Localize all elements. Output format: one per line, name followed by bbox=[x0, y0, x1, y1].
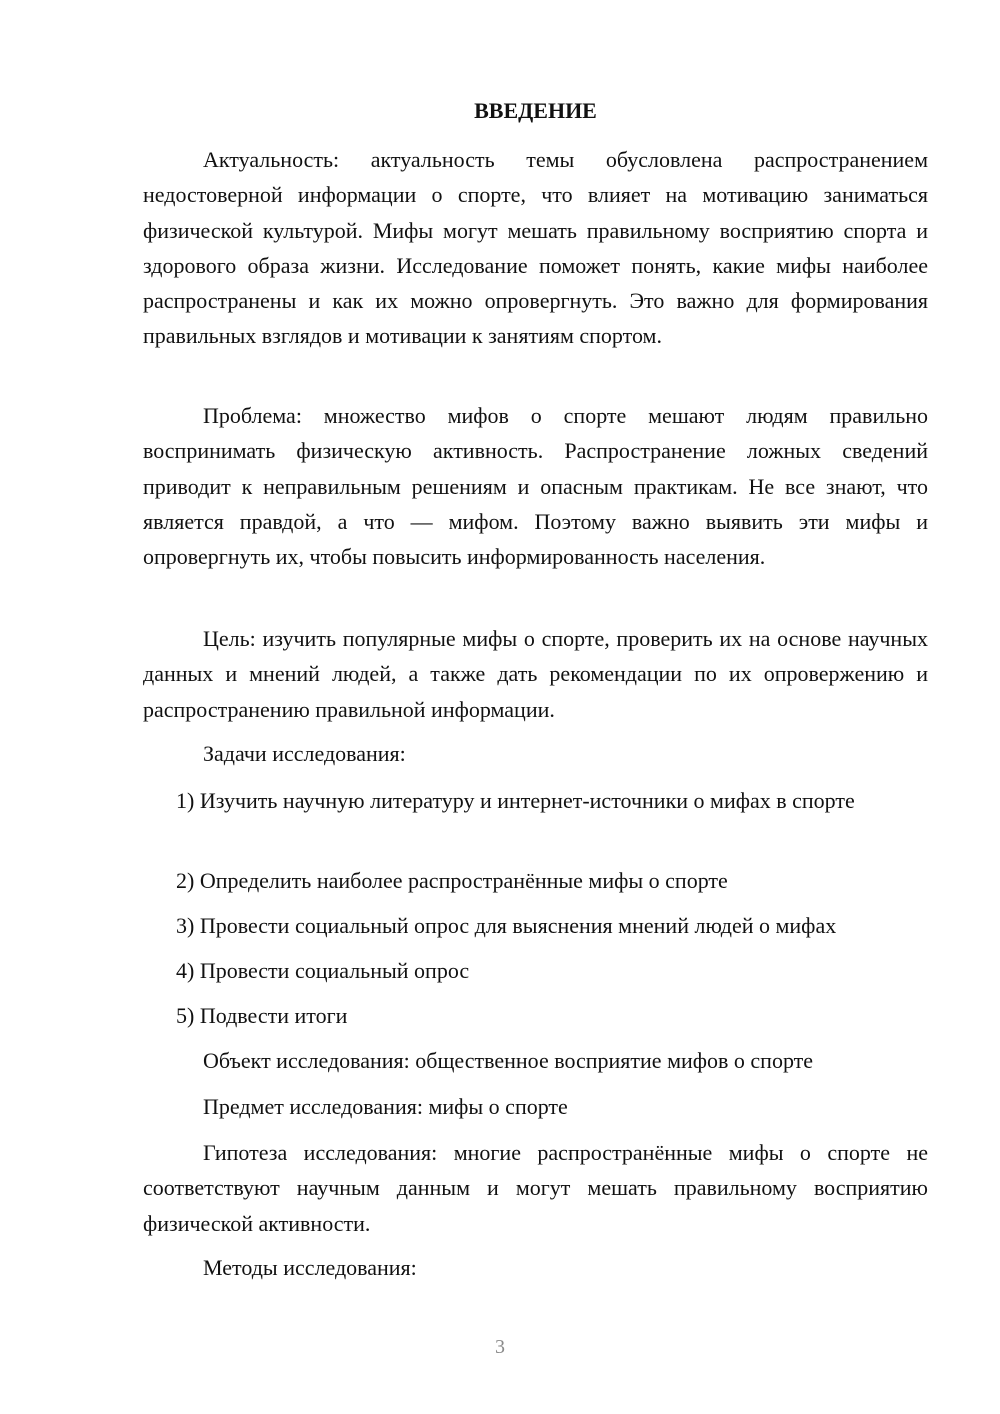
task-item-4: 4) Провести социальный опрос bbox=[176, 958, 470, 983]
task-item-2: 2) Определить наиболее распространённые мифы о спорте bbox=[176, 868, 728, 893]
task-item-1: 1) Изучить научную литературу и интернет-источники о мифах в спорте bbox=[176, 788, 855, 813]
task-item-5: 5) Подвести итоги bbox=[176, 1003, 348, 1028]
paragraph-relevance: Актуальность: актуальность темы обусловлена распространением недостоверной информации о спорте, что влияет на мотивацию заниматься физической культурой. Мифы могут мешать правильному восприятию спорта и здорового образа жизни. Исследование поможет понять, какие мифы наиболее распространены и как их можно опровергнуть. Это важно для формирования правильных взглядов и мотивации к занятиям спортом. bbox=[143, 147, 928, 349]
tasks-title: Задачи исследования: bbox=[203, 741, 406, 766]
research-object: Объект исследования: общественное восприятие мифов о спорте bbox=[203, 1048, 814, 1073]
task-item-3: 3) Провести социальный опрос для выяснения мнений людей о мифах bbox=[176, 913, 837, 938]
page-number: 3 bbox=[495, 1336, 505, 1358]
paragraph-goal: Цель: изучить популярные мифы о спорте, проверить их на основе научных данных и мнений людей, а также дать рекомендации по их опровержению и распространению правильной информации. bbox=[143, 626, 928, 722]
research-hypothesis: Гипотеза исследования: многие распространённые мифы о спорте не соответствуют научным данным и могут мешать правильному восприятию физической активности. bbox=[143, 1140, 928, 1236]
methods-title: Методы исследования: bbox=[203, 1255, 417, 1280]
research-subject: Предмет исследования: мифы о спорте bbox=[203, 1094, 568, 1119]
paragraph-problem: Проблема: множество мифов о спорте мешают людям правильно воспринимать физическую активность. Распространение ложных сведений приводит к неправильным решениям и опасным практикам. Не все знают, что является правдой, а что — мифом. Поэтому важно выявить эти мифы и опровергнуть их, чтобы повысить информированность населения. bbox=[143, 403, 928, 570]
section-heading: ВВЕДЕНИЕ bbox=[474, 98, 597, 123]
